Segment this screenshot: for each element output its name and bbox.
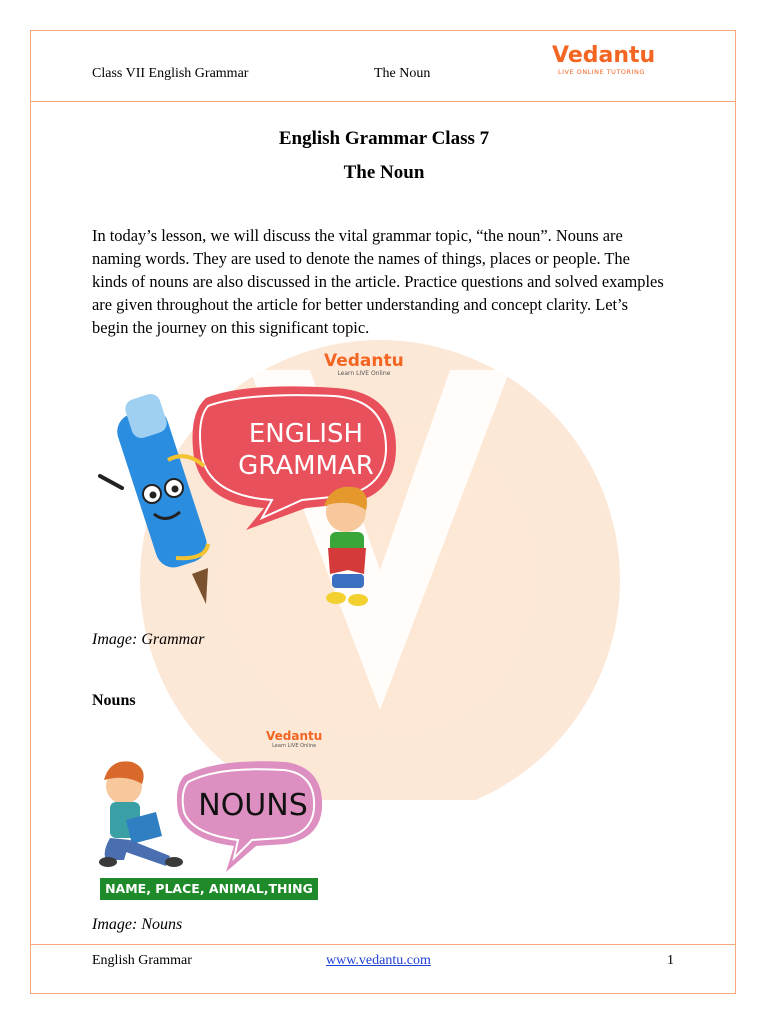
footer-website-link[interactable]: www.vedantu.com [326,953,431,968]
bubble-line-english: ENGLISH [248,419,364,449]
page-number: 1 [667,953,674,968]
boy-with-book-character [99,761,183,867]
nouns-banner: NAME, PLACE, ANIMAL,THING [100,878,318,900]
section-heading-nouns: Nouns [92,692,136,709]
nouns-illustration [96,728,326,902]
footer-divider [31,944,735,945]
page-subtitle: The Noun [343,162,425,183]
image1-bubble-text [216,418,396,482]
header-logo [552,44,672,78]
image2-bubble-text: NOUNS [198,788,308,823]
header-logo-tagline: LIVE ONLINE TUTORING [558,68,645,76]
image2-caption: Image: Nouns [92,916,183,933]
boy-reading-character [324,487,368,606]
image1-logo-tagline: Learn LIVE Online [337,370,391,377]
footer-left-text: English Grammar [92,953,192,968]
image2-logo-text: Vedantu [266,729,323,743]
page-title: English Grammar Class 7 [278,128,490,149]
grammar-illustration [96,348,406,612]
intro-paragraph: In today’s lesson, we will discuss the vital grammar topic, “the noun”. Nouns are naming words. They are used to denote the names of things, places or people. The kinds of nouns are also discussed in the article. Practice questions and solved examples are given throughout the article for better understanding and concept clarity. Let’s begin the journey on this significant topic. [92,226,664,337]
header-left-text: Class VII English Grammar [92,66,249,81]
header-divider [31,101,735,102]
header-center-text: The Noun [374,66,431,81]
bubble-line-grammar: GRAMMAR [238,451,374,481]
image1-caption: Image: Grammar [92,631,205,648]
header-logo-text: Vedantu [552,43,656,68]
image1-logo-text: Vedantu [324,351,404,371]
image2-logo-tagline: Learn LIVE Online [272,743,317,749]
